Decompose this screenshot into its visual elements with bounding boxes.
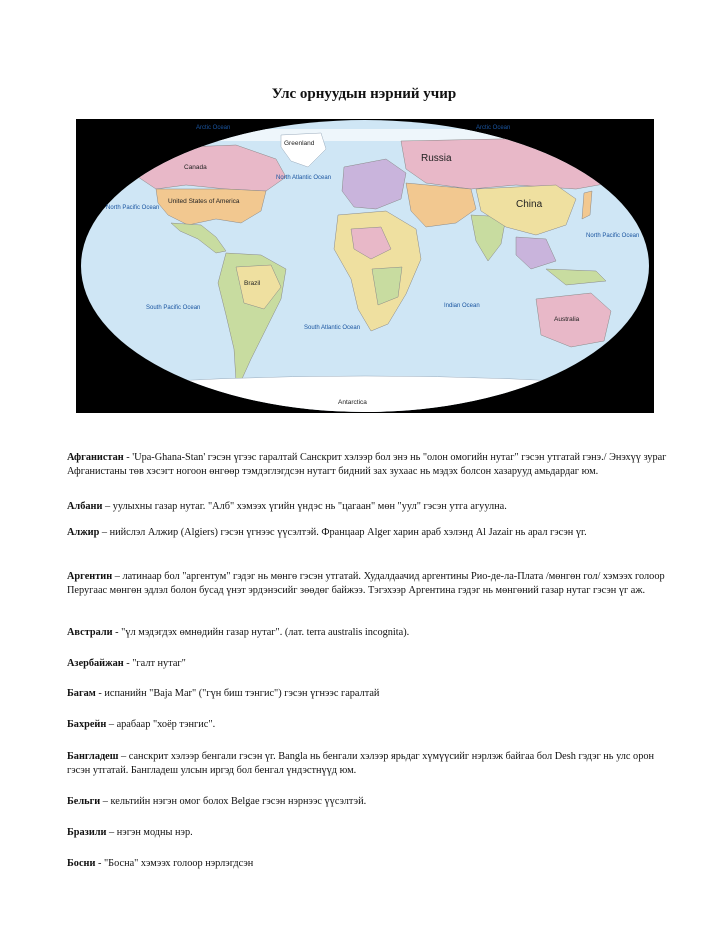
- entry-text: - "үл мэдэгдэх өмнөдийн газар нутаг". (лат. terra australis incognita).: [112, 627, 410, 638]
- entry-text: - испанийн "Baja Mar" ("гүн биш тэнгис") гэсэн үгнээс гаралтай: [95, 688, 380, 699]
- entry-belgium: [67, 795, 667, 809]
- entry-term: Бразили: [67, 827, 107, 838]
- entry-term: Алжир: [67, 527, 100, 538]
- entry-term: Бахрейн: [67, 719, 107, 730]
- label-north-atlantic: North Atlantic Ocean: [276, 175, 332, 181]
- entry-text: - 'Upa-Ghana-Stan' гэсэн үгээс гаралтай Санскрит хэлээр бол энэ нь "олон омогийн нутаг" гэсэн утгатай гэнэ./ Энэхүү зураг Афганистаны төв хэсэгт ногоон өнгөөр тэмдэглэгдсэн нутагт бидний зах зухаас нь мэдэх болсон хазарууд амьдардаг юм.: [67, 452, 667, 477]
- label-greenland: Greenland: [284, 140, 315, 147]
- label-arctic-ocean-left: Arctic Ocean: [196, 125, 231, 131]
- entry-text: – латинаар бол "аргентум" гэдэг нь мөнгө гэсэн утгатай. Худалдаачид аргентины Рио-де-ла-Плата /мөнгөн гол/ хэмээх голоор Перугаас мөнгөн эдлэл болон бусад үнэт эрдэнэсийг зөөдөг байжээ. Тэгэхээр Аргентина гэдэг нь мөнгөний газар нутаг гэсэн үг аж.: [67, 571, 665, 596]
- entry-term: Албани: [67, 501, 103, 512]
- entry-bahamas: [67, 687, 667, 701]
- entry-algeria: [67, 526, 667, 540]
- entry-text: - "Босна" хэмээх голоор нэрлэгдсэн: [95, 858, 254, 869]
- page-title: Улс орнуудын нэрний учир: [271, 86, 457, 102]
- label-arctic-ocean-right: Arctic Ocean: [476, 125, 511, 131]
- entry-term: Бангладеш: [67, 751, 119, 762]
- label-south-atlantic: South Atlantic Ocean: [304, 325, 361, 331]
- entry-term: Багам: [67, 688, 96, 699]
- label-pacific-right: North Pacific Ocean: [586, 233, 640, 239]
- entry-australia: [67, 626, 667, 640]
- entry-term: Австрали: [67, 627, 113, 638]
- entry-bahrain: [67, 718, 667, 732]
- entry-text: – уулыхны газар нутаг. "Алб" хэмээх үгийн үндэс нь "цагаан" мөн "уул" гэсэн утга агуулна.: [102, 501, 507, 512]
- world-map: [76, 119, 654, 413]
- world-map-image: [76, 119, 654, 413]
- entry-text: - "галт нутаг": [123, 658, 186, 669]
- entry-afghanistan: [67, 451, 667, 478]
- entry-text: – нийслэл Алжир (Algiers) гэсэн үгнээс үүсэлтэй. Францаар Alger харин араб хэлэнд Al Jazair нь арал гэсэн үг.: [99, 527, 587, 538]
- entry-text: – нэгэн модны нэр.: [106, 827, 193, 838]
- label-south-pacific: South Pacific Ocean: [146, 305, 201, 311]
- label-brazil: Brazil: [244, 280, 261, 287]
- label-china: China: [516, 199, 543, 210]
- entry-text: – санскрит хэлээр бенгали гэсэн үг. Bangla нь бенгали хэлээр ярьдаг хүмүүсийг нэрлэж байгаа бол Desh гэдэг нь улс орон гэсэн утгатай. Бангладеш улсын иргэд бол бенгал үндэстнүүд юм.: [67, 751, 655, 776]
- label-canada: Canada: [184, 164, 207, 171]
- entry-term: Аргентин: [67, 571, 113, 582]
- label-north-pacific: North Pacific Ocean: [106, 205, 160, 211]
- entry-albania: [67, 500, 667, 514]
- entry-brazil: [67, 826, 667, 840]
- entry-bosnia: [67, 857, 667, 871]
- label-usa: United States of America: [168, 198, 240, 205]
- entry-term: Азербайжан: [67, 658, 124, 669]
- entry-term: Босни: [67, 858, 96, 869]
- label-australia: Australia: [554, 316, 580, 323]
- entry-azerbaijan: [67, 657, 667, 671]
- entry-term: Афганистан: [67, 452, 124, 463]
- entry-argentina: [67, 570, 667, 597]
- label-russia: Russia: [421, 153, 452, 164]
- entry-text: – арабаар "хоёр тэнгис".: [106, 719, 216, 730]
- label-indian-ocean: Indian Ocean: [444, 303, 480, 309]
- entry-bangladesh: [67, 750, 667, 777]
- label-antarctica: Antarctica: [338, 399, 367, 406]
- entry-term: Бельги: [67, 796, 101, 807]
- entry-text: – кельтийн нэгэн омог болох Belgae гэсэн нэрнээс үүсэлтэй.: [100, 796, 367, 807]
